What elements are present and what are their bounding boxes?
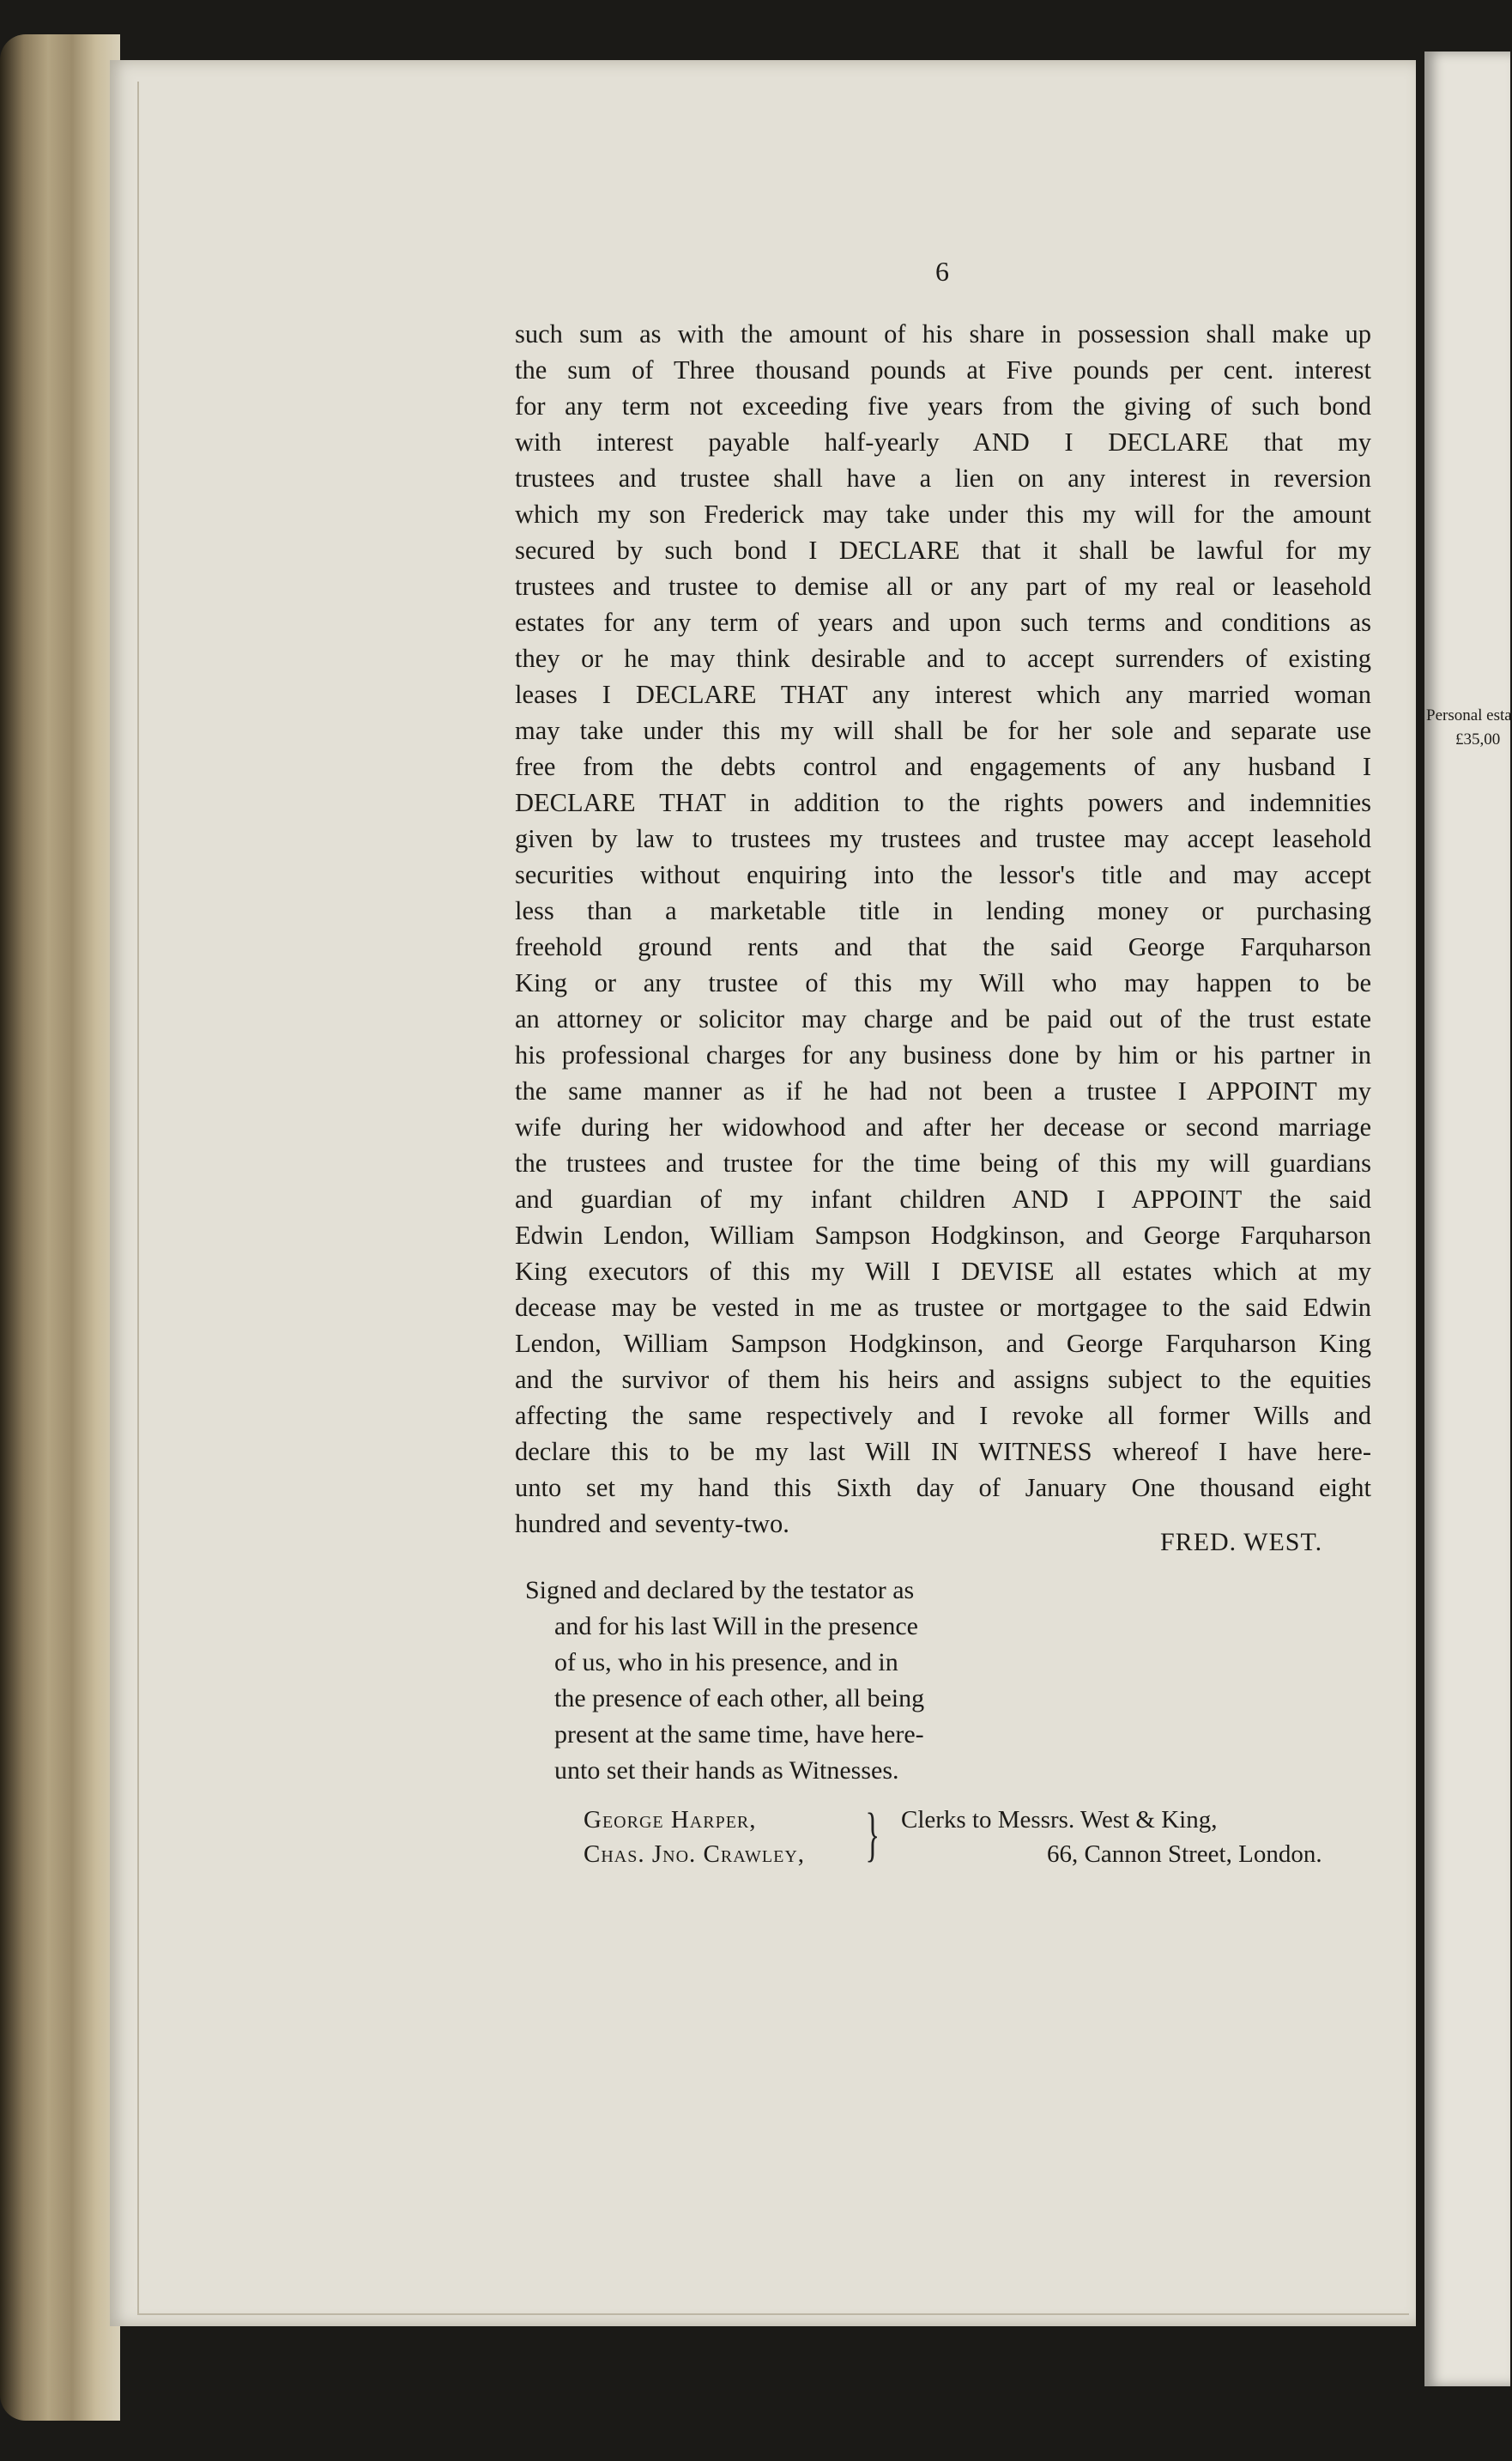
attestation-line: present at the same time, have here- — [554, 1720, 924, 1749]
text-line: securities without enquiring into the lessor's title and may accept — [515, 860, 1371, 889]
page-number: 6 — [935, 256, 949, 287]
text-line: King executors of this my Will I DEVISE all estates which at my — [515, 1257, 1371, 1286]
attestation-clause — [525, 1573, 924, 1789]
margin-note-amount: £35,00 — [1455, 730, 1501, 749]
text-line: King or any trustee of this my Will who may happen to be — [515, 968, 1371, 997]
book-page-edges — [0, 34, 120, 2421]
text-line: with interest payable half-yearly AND I DECLARE that my — [515, 427, 1371, 457]
text-line: the trustees and trustee for the time being of this my will guardians — [515, 1149, 1371, 1178]
text-line: leases I DECLARE THAT any interest which any married woman — [515, 680, 1371, 709]
text-line: they or he may think desirable and to accept surrenders of existing — [515, 644, 1371, 673]
text-line: the sum of Three thousand pounds at Five pounds per cent. interest — [515, 355, 1371, 385]
adjacent-page — [1424, 52, 1510, 2386]
text-line: affecting the same respectively and I revoke all former Wills and — [515, 1401, 1371, 1430]
attestation-line: unto set their hands as Witnesses. — [554, 1756, 899, 1785]
attestation-line: Signed and declared by the testator as — [525, 1576, 915, 1604]
witness-name: George Harper, — [584, 1806, 757, 1834]
text-line: trustees and trustee to demise all or any part of my real or leasehold — [515, 572, 1371, 601]
margin-note — [1426, 704, 1512, 752]
text-line: secured by such bond I DECLARE that it shall be lawful for my — [515, 536, 1371, 565]
text-line: which my son Frederick may take under this my will for the amount — [515, 500, 1371, 529]
text-line: freehold ground rents and that the said George Farquharson — [515, 932, 1371, 961]
testator-signature: FRED. WEST. — [1160, 1528, 1323, 1556]
text-line: such sum as with the amount of his share in possession shall make up — [515, 319, 1371, 349]
text-line: unto set my hand this Sixth day of January One thousand eight — [515, 1473, 1371, 1502]
attestation-line: the presence of each other, all being — [554, 1684, 925, 1712]
witness-name: Chas. Jno. Crawley, — [584, 1840, 806, 1868]
text-line: and guardian of my infant children AND I APPOINT the said — [515, 1185, 1371, 1214]
margin-note-label: Personal esta — [1426, 706, 1512, 724]
text-line: for any term not exceeding five years from the giving of such bond — [515, 391, 1371, 421]
witness-details — [901, 1803, 1322, 1871]
text-line: and the survivor of them his heirs and assigns subject to the equities — [515, 1365, 1371, 1394]
text-line: wife during her widowhood and after her decease or second marriage — [515, 1112, 1371, 1142]
witness-names — [584, 1803, 805, 1871]
text-line: free from the debts control and engagements of any husband I — [515, 752, 1371, 781]
brace: } — [865, 1802, 880, 1868]
text-line: Lendon, William Sampson Hodgkinson, and George Farquharson King — [515, 1329, 1371, 1358]
text-line: estates for any term of years and upon such terms and conditions as — [515, 608, 1371, 637]
attestation-line: of us, who in his presence, and in — [554, 1648, 898, 1676]
text-line: DECLARE THAT in addition to the rights powers and indemnities — [515, 788, 1371, 817]
text-line: may take under this my will shall be for her sole and separate use — [515, 716, 1371, 745]
text-line: declare this to be my last Will IN WITNESS whereof I have here- — [515, 1437, 1371, 1466]
witness-role: Clerks to Messrs. West & King, — [901, 1806, 1218, 1834]
text-line: given by law to trustees my trustees and trustee may accept leasehold — [515, 824, 1371, 853]
text-line: an attorney or solicitor may charge and be paid out of the trust estate — [515, 1004, 1371, 1033]
text-line: decease may be vested in me as trustee or mortgagee to the said Edwin — [515, 1293, 1371, 1322]
text-line: the same manner as if he had not been a trustee I APPOINT my — [515, 1076, 1371, 1106]
text-line: trustees and trustee shall have a lien on any interest in reversion — [515, 464, 1371, 493]
text-line: his professional charges for any business done by him or his partner in — [515, 1040, 1371, 1070]
text-line: Edwin Lendon, William Sampson Hodgkinson, and George Farquharson — [515, 1221, 1371, 1250]
text-line: hundred and seventy-two. — [515, 1509, 789, 1538]
witness-address: 66, Cannon Street, London. — [1047, 1840, 1322, 1868]
text-line: less than a marketable title in lending money or purchasing — [515, 896, 1371, 925]
will-body-text — [515, 316, 1371, 1542]
attestation-line: and for his last Will in the presence — [554, 1612, 918, 1640]
